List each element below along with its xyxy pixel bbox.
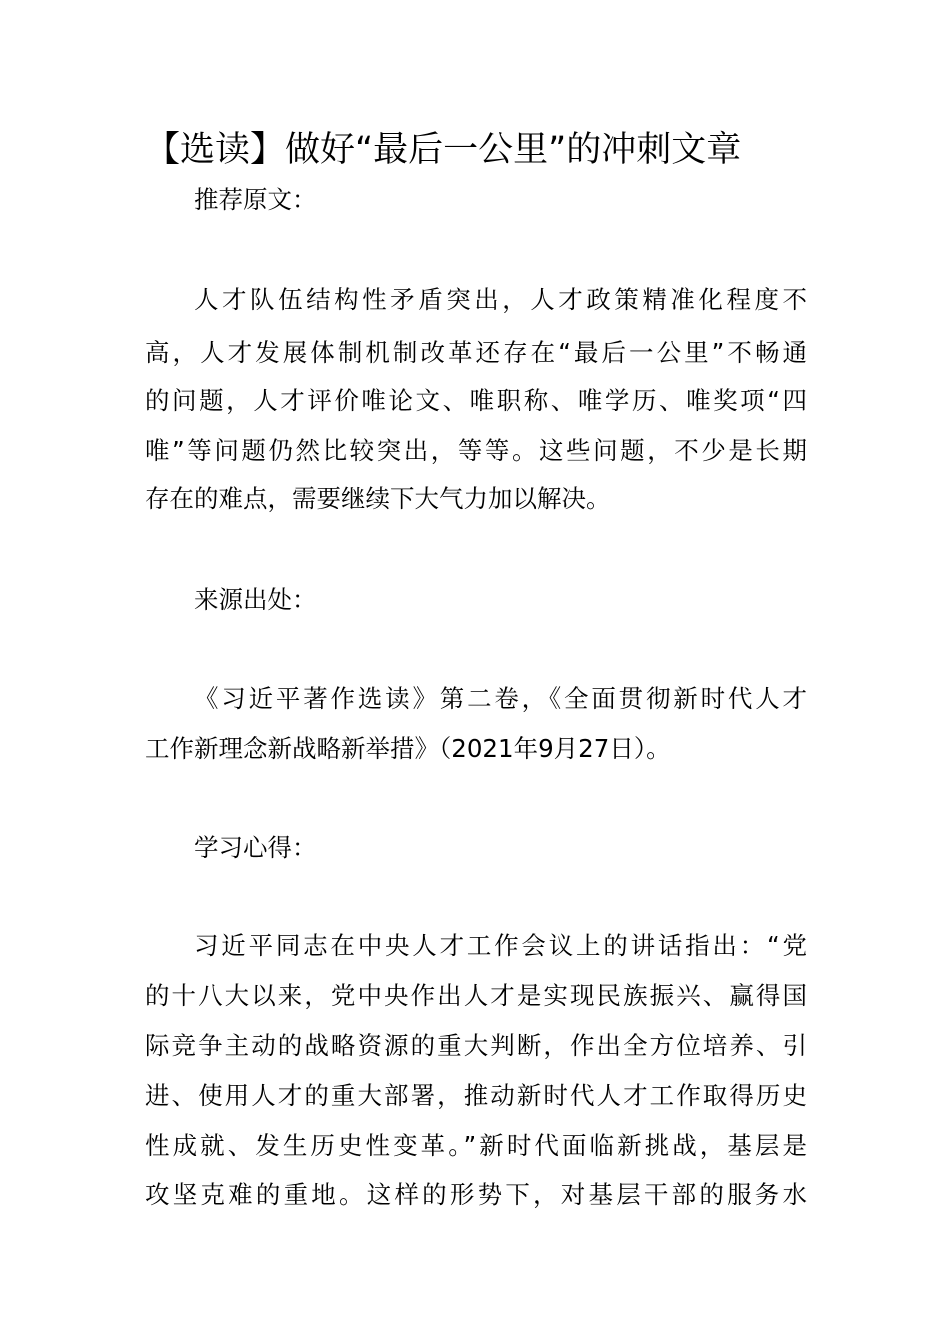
- paragraph-line: 的问题，人才评价唯论文、唯职称、唯学历、唯奖项“四: [145, 386, 807, 415]
- paragraph-line: 人才队伍结构性矛盾突出，人才政策精准化程度不: [194, 285, 807, 314]
- section-label-original: 推荐原文：: [194, 185, 317, 214]
- paragraph-line: 高，人才发展体制机制改革还存在“最后一公里”不畅通: [145, 338, 807, 367]
- paragraph-line: 的十八大以来，党中央作出人才是实现民族振兴、赢得国: [145, 981, 807, 1010]
- paragraph-line: 习近平同志在中央人才工作会议上的讲话指出：“党: [194, 931, 807, 960]
- paragraph-line: 进、使用人才的重大部署，推动新时代人才工作取得历史: [145, 1081, 807, 1110]
- paragraph-line: 性成就、发生历史性变革。”新时代面临新挑战，基层是: [145, 1131, 807, 1160]
- paragraph-line: 工作新理念新战略新举措》（2021年9月27日）。: [145, 734, 671, 763]
- paragraph-line: 唯”等问题仍然比较突出，等等。这些问题，不少是长期: [145, 436, 807, 465]
- paragraph-line: 《习近平著作选读》第二卷，《全面贯彻新时代人才: [194, 684, 807, 713]
- paragraph-line: 攻坚克难的重地。这样的形势下，对基层干部的服务水: [145, 1180, 807, 1209]
- section-label-source: 来源出处：: [194, 585, 317, 614]
- paragraph-line: 际竞争主动的战略资源的重大判断，作出全方位培养、引: [145, 1031, 807, 1060]
- section-label-notes: 学习心得：: [194, 833, 317, 862]
- paragraph-line: 存在的难点，需要继续下大气力加以解决。: [145, 484, 611, 513]
- document-title: 【选读】做好“最后一公里”的冲刺文章: [145, 130, 742, 170]
